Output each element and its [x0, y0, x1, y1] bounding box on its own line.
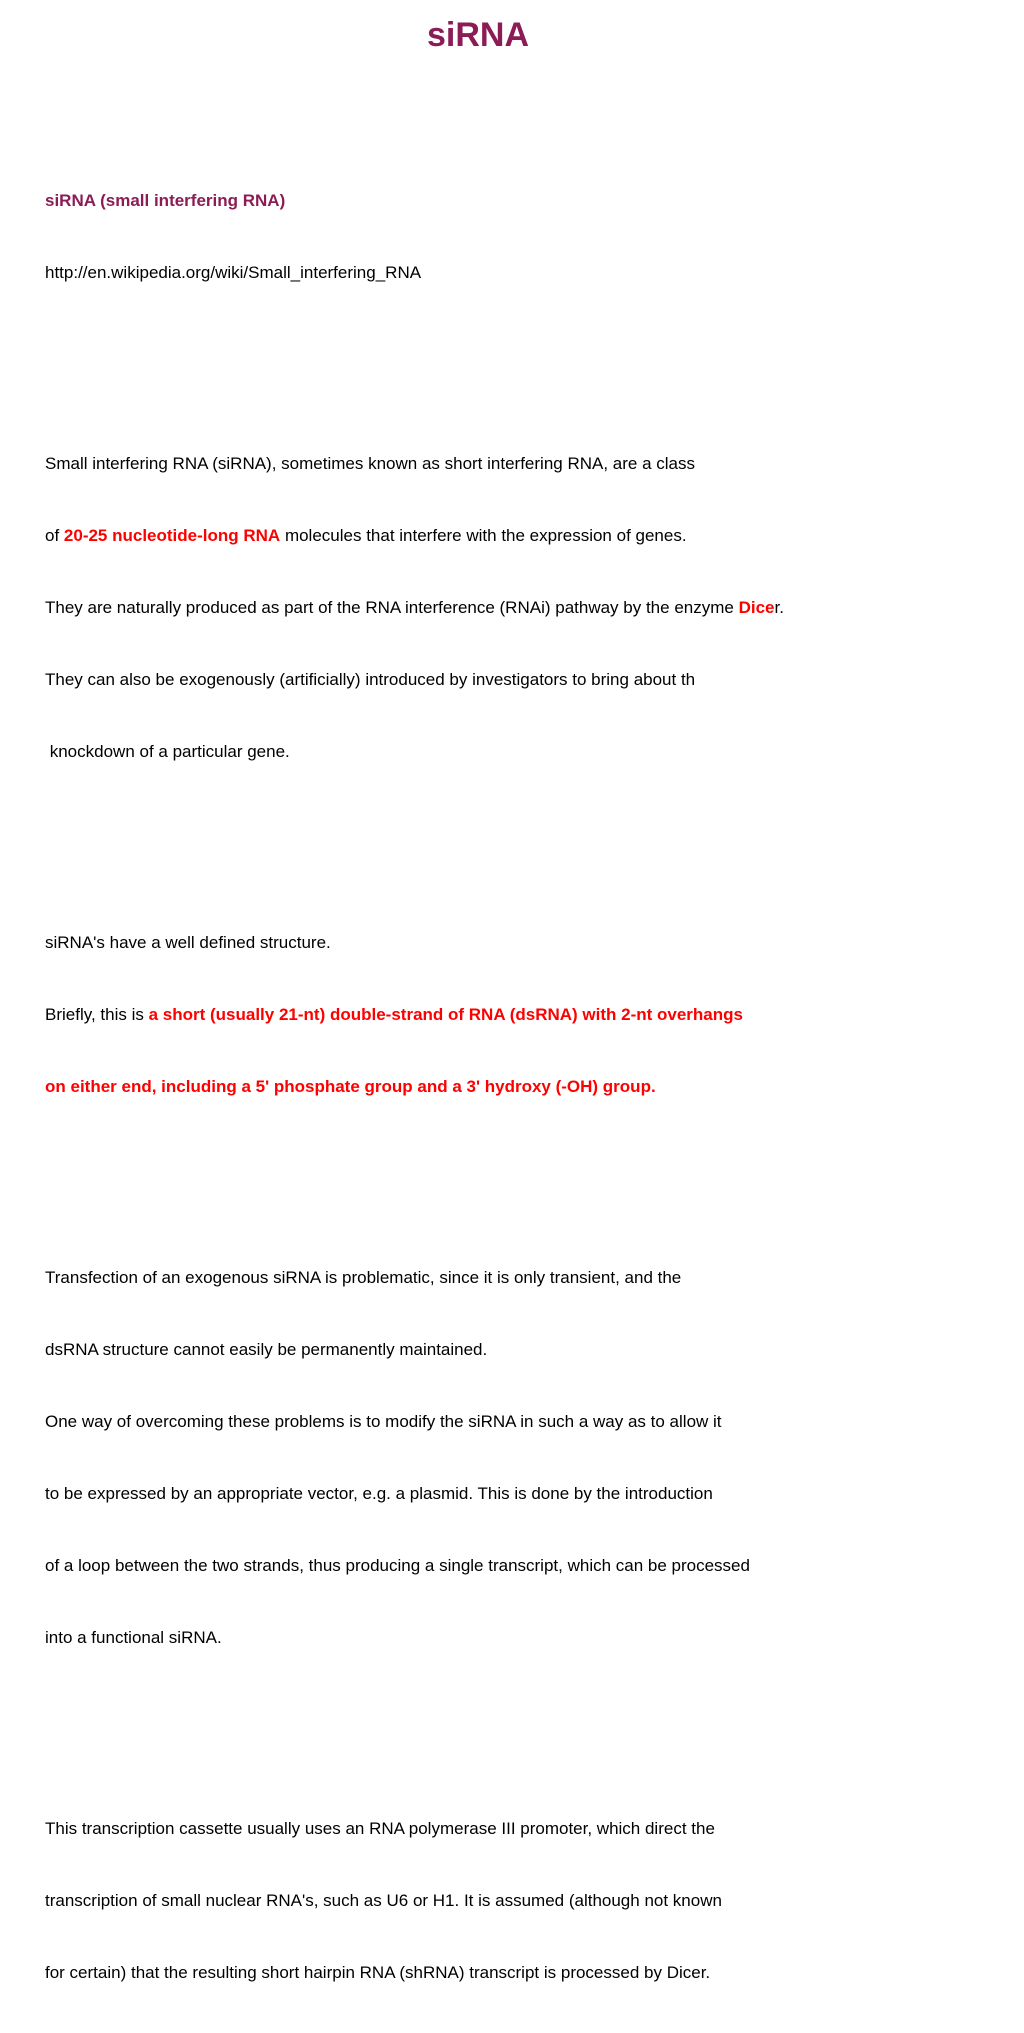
p2-line-1: siRNA's have a well defined structure.	[45, 933, 331, 952]
p1-line-1: Small interfering RNA (siRNA), sometimes known as short interfering RNA, are a class	[45, 454, 695, 473]
p3-line-6: into a functional siRNA.	[45, 1628, 222, 1647]
spacer	[45, 836, 1005, 859]
slide-title: siRNA	[426, 16, 530, 54]
slide-body	[45, 117, 1005, 2033]
p1-line-3-post: r.	[774, 598, 784, 617]
spacer	[45, 1722, 1005, 1745]
p2-line-3: on either end, including a 5' phosphate group and a 3' hydroxy (-OH) group.	[45, 1077, 656, 1096]
p4-line-1: This transcription cassette usually uses an RNA polymerase III promoter, which direct the	[45, 1819, 715, 1838]
p2-line-2-pre: Briefly, this is	[45, 1005, 149, 1024]
highlight-structure: a short (usually 21-nt) double-strand of RNA (dsRNA) with 2-nt overhangs	[148, 1005, 743, 1024]
p4-line-3: for certain) that the resulting short hairpin RNA (shRNA) transcript is processed by Dicer.	[45, 1963, 711, 1982]
section-heading: siRNA (small interfering RNA)	[45, 191, 286, 210]
p1-line-2-post: molecules that interfere with the expression of genes.	[280, 526, 687, 545]
p4-line-2: transcription of small nuclear RNA's, such as U6 or H1. It is assumed (although not known	[45, 1891, 722, 1910]
p1-line-2-pre: of	[45, 526, 64, 545]
p1-line-3	[45, 596, 1005, 620]
spacer	[45, 1171, 1005, 1194]
p3-line-1: Transfection of an exogenous siRNA is problematic, since it is only transient, and the	[45, 1268, 682, 1287]
p3-line-4: to be expressed by an appropriate vector, e.g. a plasmid. This is done by the introduction	[45, 1484, 713, 1503]
highlight-dicer: Dice	[738, 598, 775, 617]
p1-line-3-pre: They are naturally produced as part of the RNA interference (RNAi) pathway by the enzyme	[45, 598, 739, 617]
p2-line-2	[45, 1003, 1005, 1027]
p1-line-2	[45, 524, 1005, 548]
p3-line-3: One way of overcoming these problems is to modify the siRNA in such a way as to allow it	[45, 1412, 722, 1431]
p1-line-4: They can also be exogenously (artificially) introduced by investigators to bring about th	[45, 670, 696, 689]
reference-url: http://en.wikipedia.org/wiki/Small_interfering_RNA	[45, 263, 422, 282]
p3-line-2: dsRNA structure cannot easily be permanently maintained.	[45, 1340, 488, 1359]
spacer	[45, 357, 1005, 380]
p1-line-5: knockdown of a particular gene.	[45, 742, 290, 761]
highlight-nucleotide-length: 20-25 nucleotide-long RNA	[63, 526, 281, 545]
p3-line-5: of a loop between the two strands, thus producing a single transcript, which can be processed	[45, 1556, 750, 1575]
